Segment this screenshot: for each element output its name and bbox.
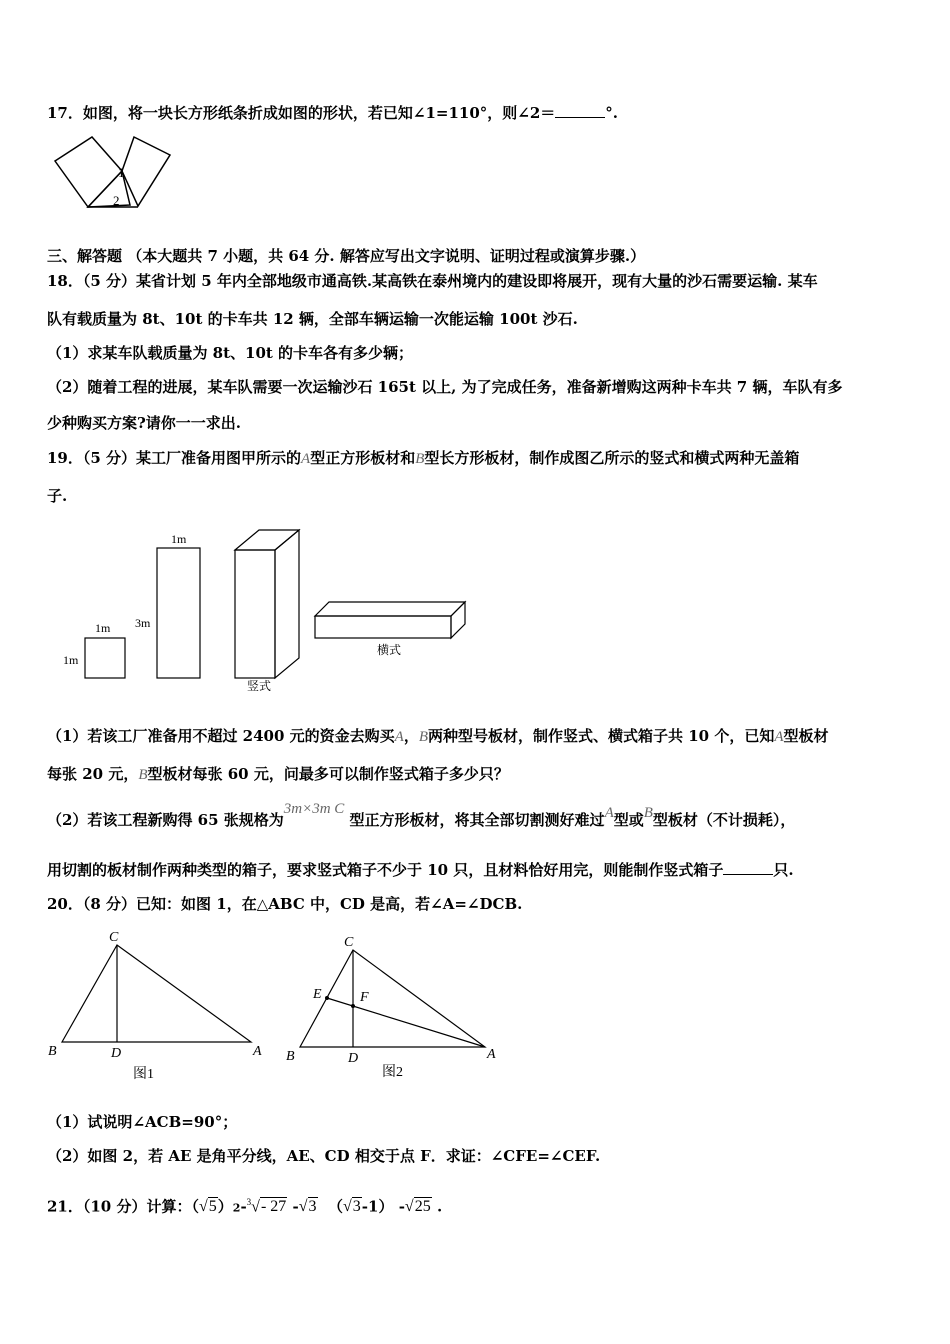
q19-p2-A: A: [604, 805, 614, 821]
q20-line: 20．（8 分）已知：如图 1，在△ABC 中，CD 是高，若∠A=∠DCB.: [47, 895, 523, 913]
q19-B: B: [415, 451, 425, 467]
fig2-caption: 图2: [382, 1065, 403, 1080]
fig1-A: A: [253, 1044, 262, 1059]
q19-p2c: 型或: [613, 811, 644, 829]
fig2-C: C: [344, 935, 354, 950]
q17-angle2-label: 2: [113, 193, 120, 208]
q19-l1b: 型正方形板材和: [310, 449, 416, 467]
fig2-A: A: [487, 1047, 496, 1062]
q19-p1a: （1）若该工厂准备用不超过 2400 元的资金去购买: [47, 727, 395, 745]
fig2-F: F: [360, 990, 369, 1005]
q17-blank: [555, 103, 605, 118]
q19-p1-A: A: [394, 729, 404, 745]
q19-part1-line1: （1）若该工厂准备用不超过 2400 元的资金去购买A，B两种型号板材，制作竖式、横式箱子共 10 个，已知A型板材: [47, 727, 829, 745]
q21-prefix: 21．（10 分）计算：（: [47, 1197, 199, 1216]
q19-l1c: 型长方形板材，制作成图乙所示的竖式和横式两种无盖箱: [424, 449, 800, 467]
q19-line1: [47, 448, 799, 469]
q17-line: [47, 103, 618, 123]
q18-line2: 队有载质量为 8t、10t 的卡车共 12 辆，全部车辆运输一次能运输 100t 沙石.: [47, 310, 578, 328]
q17-suffix: °.: [605, 104, 619, 122]
q19-p2b: 型正方形板材，将其全部切割测好难过: [349, 811, 605, 829]
q17-figure: [50, 133, 175, 213]
q21-sqrt3a-val: 3: [308, 1198, 317, 1216]
q21-line: [47, 1192, 442, 1218]
q19-sq-top-label: 1m: [95, 621, 111, 635]
q21-cbrt-idx: 3: [246, 1197, 252, 1207]
q20-part1: （1）试说明∠ACB=90°；: [47, 1113, 238, 1131]
q20-part2: （2）如图 2，若 AE 是角平分线，AE、CD 相交于点 F．求证：∠CFE=∠CEF.: [47, 1147, 601, 1165]
q21-sqrt3a: √3: [298, 1198, 317, 1216]
q21-sqrt25: √25: [404, 1198, 431, 1216]
fig2-D: D: [348, 1051, 359, 1066]
q19-p1c: 型板材: [783, 727, 829, 745]
q19-p1b: 两种型号板材，制作竖式、横式箱子共 10 个，已知: [428, 727, 775, 745]
q19-p2a: （2）若该工程新购得 65 张规格为: [47, 811, 284, 829]
q19-rect-top-label: 1m: [171, 532, 187, 546]
q19-p2-B: B: [643, 805, 653, 821]
q17-text: 17．如图，将一块长方形纸条折成如图的形状，若已知∠1=110°，则∠2＝: [47, 104, 556, 122]
fig2-E: E: [313, 987, 322, 1002]
q17-angle1-label: 1: [118, 165, 125, 180]
q19-p1e: 型板材每张 60 元，问最多可以制作竖式箱子多少只？: [147, 765, 509, 783]
section3-title: 三、解答题 （本大题共 7 小题，共 64 分. 解答应写出文字说明、证明过程或演算步骤.）: [47, 247, 646, 265]
fig1-D: D: [111, 1046, 122, 1061]
q20-figure2: [285, 930, 505, 1085]
q19-p1-B: B: [418, 729, 428, 745]
fig1-C: C: [109, 930, 119, 945]
q19-p1-B2: B: [138, 767, 148, 783]
q21-open: （: [327, 1197, 343, 1216]
fig2-B: B: [286, 1049, 295, 1064]
q21-minus1: -: [240, 1197, 247, 1216]
q19-part2-line2: [47, 860, 794, 880]
q18-part2b: 少种购买方案?请你一一求出.: [47, 414, 242, 432]
q19-figure: [55, 528, 485, 700]
q19-p2d: 型板材（不计损耗），: [652, 811, 796, 829]
q19-part2-line1: [47, 801, 796, 831]
q19-sq-left-label: 1m: [63, 653, 79, 667]
q19-blank: [723, 860, 773, 875]
q19-p2-spec: 3m×3m C: [283, 801, 345, 817]
q21-mid1: ）: [217, 1197, 233, 1216]
q21-minus2: -: [292, 1197, 299, 1216]
fig1-caption: 图1: [133, 1067, 154, 1082]
q19-vertical-label: 竖式: [247, 679, 272, 693]
q21-minus3: -: [398, 1197, 405, 1216]
q21-sqrt3b: √3: [343, 1198, 361, 1216]
q19-p1d: 每张 20 元，: [47, 765, 139, 783]
q19-A: A: [301, 451, 311, 467]
fig1-B: B: [48, 1044, 57, 1059]
q21-sqrt5: √5: [198, 1198, 217, 1216]
q19-p1-A2: A: [774, 729, 784, 745]
q19-part1-line2: [47, 764, 509, 785]
q18-part2a: （2）随着工程的进展，某车队需要一次运输沙石 165t 以上, 为了完成任务，准备新增购这两种卡车共 7 辆，车队有多: [47, 378, 843, 396]
q21-cbrt: $^3$√- 27: [246, 1197, 287, 1216]
q19-horizontal-label: 横式: [377, 643, 402, 657]
q21-sqrt5-val: 5: [208, 1198, 217, 1216]
q21-exp: 2: [232, 1201, 241, 1215]
q18-part1: （1）求某车队载质量为 8t、10t 的卡车各有多少辆；: [47, 344, 414, 362]
q21-sqrt3b-val: 3: [352, 1198, 361, 1216]
q21-sqrt25-val: 25: [414, 1198, 431, 1216]
q20-figure1: [45, 925, 275, 1085]
q19-p2f: 只.: [773, 861, 794, 879]
q21-m1: -1）: [361, 1197, 394, 1216]
q19-l1a: 19．（5 分）某工厂准备用图甲所示的: [47, 449, 302, 467]
q19-p2e: 用切割的板材制作两种类型的箱子，要求竖式箱子不少于 10 只，且材料恰好用完，则能制作竖式箱子: [47, 861, 724, 879]
q21-cbrt-val: - 27: [260, 1198, 287, 1216]
q21-end: .: [436, 1197, 443, 1216]
q18-line1: 18．（5 分）某省计划 5 年内全部地级市通高铁.某高铁在泰州境内的建设即将展开，现有大量的沙石需要运输. 某车: [47, 272, 818, 290]
q19-line2: 子.: [47, 487, 68, 505]
q19-rect-left-label: 3m: [135, 616, 151, 630]
